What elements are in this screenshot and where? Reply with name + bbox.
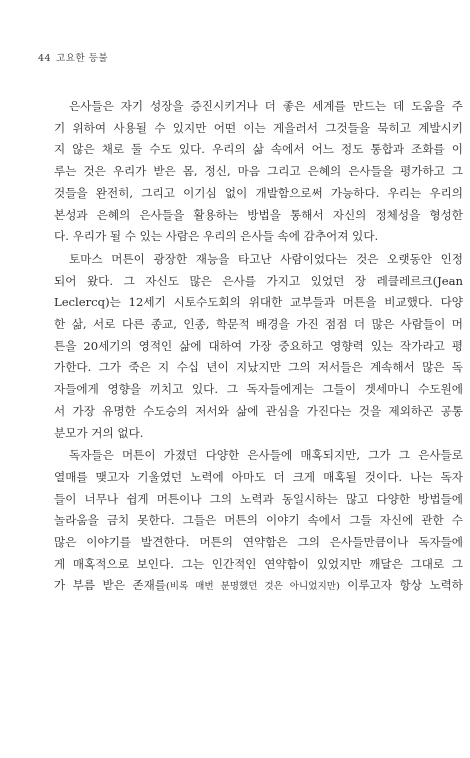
text-line: 많은 이야기를 발견한다. 머튼의 연약함은 그의 은사들만큼이나 독자들에 [54,535,463,550]
running-header [38,50,108,64]
text-line: 독자들은 머튼이 가졌던 다양한 은사들에 매혹되지만, 그가 그 은사들로 [69,448,463,463]
text-line: 기 위하여 사용될 수 있지만 어떤 이는 게을러서 그것들을 묵히고 계발시키 [54,120,463,135]
text-line: 서 가장 유명한 수도승의 저서와 삶에 관심을 가진다는 것을 제외하곤 공통 [54,403,463,418]
text-line: 것들을 완전히, 그리고 이기심 없이 개발함으로써 가능하다. 우리는 우리의 [54,185,463,200]
text-segment: 이루고자 항상 노력하 [339,578,463,593]
text-segment: 가 부름 받은 존재를 [54,578,166,593]
text-line: 열매를 맺고자 기울였던 노력에 아마도 더 크게 매혹될 것이다. 나는 독자 [54,469,463,484]
paragraph-2 [54,249,463,444]
text-line: 루는 것은 우리가 받은 몸, 정신, 마음 그리고 은혜의 은사들을 평가하고 그 [54,164,463,179]
parenthetical-note: (비록 매번 분명했던 것은 아니었지만) [166,581,340,593]
text-line: Leclercq)는 12세기 시토수도회의 위대한 교부들과 머튼을 비교했다. 다양 [54,295,463,310]
text-line: 튼을 20세기의 영적인 삶에 대하여 가장 중요하고 영향력 있는 작가라고 평 [54,338,463,353]
text-line: 다. 우리가 될 수 있는 사람은 우리의 은사들 속에 감추어져 있다. [54,229,379,244]
text-line: 분모가 거의 없다. [54,425,144,440]
text-line: 들이 너무나 쉽게 머튼이나 그의 노력과 동일시하는 많고 다양한 방법들에 [54,491,463,506]
text-line: 토마스 머튼이 광장한 재능을 타고난 사람이었다는 것은 오랫동안 인정 [69,251,463,266]
text-line: 한 삶, 서로 다른 종교, 인종, 학문적 배경을 가진 점점 더 많은 사람들이 머 [54,317,463,332]
text-line: 자들에게 영향을 끼치고 있다. 그 독자들에게는 그들이 겟세마니 수도원에 [54,382,463,397]
text-line: 지 않은 채로 둘 수도 있다. 우리의 삶 속에서 어느 정도 통합과 조화를 이 [54,142,463,157]
text-line: 은사들은 자기 성장을 증진시키거나 더 좋은 세계를 만드는 데 도움을 주 [69,99,463,113]
text-line-last [54,575,463,598]
text-line: 본성과 은혜의 은사들을 활용하는 방법을 통해서 자신의 정체성을 형성한 [54,207,463,222]
paragraph-1 [54,96,463,248]
text-line: 게 매혹적으로 보인다. 그는 인간적인 연약함이 있었지만 깨달은 그대로 그 [54,556,463,571]
text-line: 되어 왔다. 그 자신도 많은 은사를 가지고 있었던 장 레클레르크(Jean [54,273,463,288]
text-line: 놀라움을 금치 못한다. 그들은 머튼의 이야기 속에서 그들 자신에 관한 수 [54,513,463,528]
body-text [54,96,463,598]
text-line: 가한다. 그가 죽은 지 수십 년이 지났지만 그의 저서들은 계속해서 많은 독 [54,360,463,375]
book-title: 고요한 등불 [56,53,108,64]
paragraph-3 [54,445,463,598]
page-number: 44 [38,53,52,64]
